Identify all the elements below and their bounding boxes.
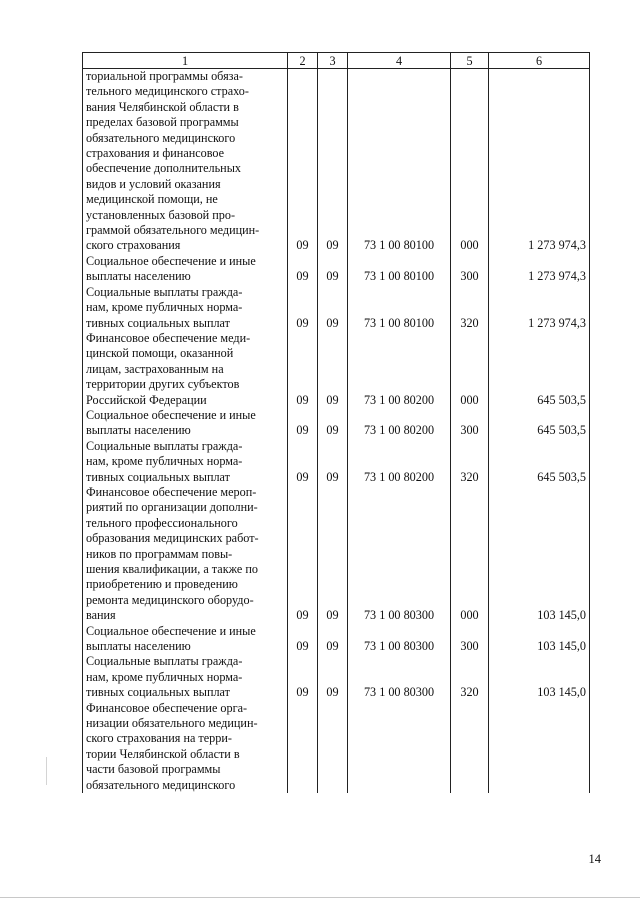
target-article-code: 73 1 00 80100 [348, 285, 451, 331]
item-name: Социальное обеспечение и иные выплаты населению [83, 408, 288, 439]
amount: 103 145,0 [489, 624, 590, 655]
amount: 1 273 974,3 [489, 69, 590, 254]
header-row [83, 53, 590, 69]
section-code: 09 [288, 654, 318, 700]
target-article-code: 73 1 00 80300 [348, 485, 451, 624]
column-header: 4 [348, 53, 451, 69]
table-row [83, 439, 590, 485]
subsection-code: 09 [318, 285, 348, 331]
expense-type-code: 320 [451, 285, 489, 331]
expense-type-code: 320 [451, 439, 489, 485]
item-name: Финансовое обеспечение меди- цинской помощи, оказанной лицам, застрахованным на территории других субъектов Российской Федерации [83, 331, 288, 408]
subsection-code: 09 [318, 331, 348, 408]
item-name: Финансовое обеспечение мероп- риятий по организации дополни- тельного профессионального образования медицинских работ- ников по программам повы- шения квалификации, а также по приобретению и проведению ремонта медицинского оборудо- вания [83, 485, 288, 624]
expense-type-code: 300 [451, 254, 489, 285]
scan-margin-mark [46, 757, 47, 785]
expense-type-code: 000 [451, 485, 489, 624]
amount: 1 273 974,3 [489, 254, 590, 285]
amount: 103 145,0 [489, 485, 590, 624]
target-article-code: 73 1 00 80100 [348, 254, 451, 285]
section-code: 09 [288, 408, 318, 439]
section-code: 09 [288, 624, 318, 655]
target-article-code: 73 1 00 80300 [348, 624, 451, 655]
item-name: Социальные выплаты гражда- нам, кроме публичных норма- тивных социальных выплат [83, 654, 288, 700]
section-code: 09 [288, 485, 318, 624]
target-article-code: 73 1 00 80200 [348, 439, 451, 485]
subsection-code: 09 [318, 408, 348, 439]
amount: 103 145,0 [489, 654, 590, 700]
subsection-code: 09 [318, 254, 348, 285]
amount: 645 503,5 [489, 408, 590, 439]
scan-bottom-edge [0, 897, 640, 898]
subsection-code: 09 [318, 69, 348, 254]
item-name: ториальной программы обяза- тельного медицинского страхо- вания Челябинской области в пределах базовой программы обязательного медицинского страхования и финансовое обеспечение дополнительных видов и условий оказания медицинской помощи, не установленных базовой про- граммой обязательного медицин- ского страхования [83, 69, 288, 254]
amount: 645 503,5 [489, 331, 590, 408]
target-article-code: 73 1 00 80200 [348, 331, 451, 408]
table-row [83, 254, 590, 285]
column-header: 5 [451, 53, 489, 69]
target-article-code: 73 1 00 80200 [348, 408, 451, 439]
page-number: 14 [588, 852, 601, 866]
target-article-code: 73 1 00 80100 [348, 69, 451, 254]
item-name: Финансовое обеспечение орга- низации обязательного медицин- ского страхования на терри- тории Челябинской области в части базовой программы обязательного медицинского [83, 701, 288, 793]
section-code: 09 [288, 69, 318, 254]
section-code: 09 [288, 439, 318, 485]
subsection-code: 09 [318, 654, 348, 700]
subsection-code: 09 [318, 485, 348, 624]
subsection-code [318, 701, 348, 793]
expense-type-code [451, 701, 489, 793]
section-code: 09 [288, 285, 318, 331]
table-row [83, 331, 590, 408]
table-row [83, 408, 590, 439]
item-name: Социальные выплаты гражда- нам, кроме публичных норма- тивных социальных выплат [83, 439, 288, 485]
expense-type-code: 300 [451, 624, 489, 655]
target-article-code: 73 1 00 80300 [348, 654, 451, 700]
expense-type-code: 320 [451, 654, 489, 700]
section-code [288, 701, 318, 793]
column-header: 1 [83, 53, 288, 69]
column-header: 6 [489, 53, 590, 69]
table-row [83, 485, 590, 624]
column-header: 3 [318, 53, 348, 69]
column-header: 2 [288, 53, 318, 69]
item-name: Социальное обеспечение и иные выплаты населению [83, 624, 288, 655]
section-code: 09 [288, 254, 318, 285]
table-row [83, 624, 590, 655]
amount: 645 503,5 [489, 439, 590, 485]
target-article-code [348, 701, 451, 793]
item-name: Социальные выплаты гражда- нам, кроме публичных норма- тивных социальных выплат [83, 285, 288, 331]
item-name: Социальное обеспечение и иные выплаты населению [83, 254, 288, 285]
subsection-code: 09 [318, 439, 348, 485]
amount: 1 273 974,3 [489, 285, 590, 331]
amount [489, 701, 590, 793]
expense-type-code: 300 [451, 408, 489, 439]
budget-table [82, 52, 590, 793]
expense-type-code: 000 [451, 331, 489, 408]
section-code: 09 [288, 331, 318, 408]
table-row [83, 285, 590, 331]
table-row [83, 701, 590, 793]
expense-type-code: 000 [451, 69, 489, 254]
subsection-code: 09 [318, 624, 348, 655]
table-row [83, 69, 590, 254]
table-row [83, 654, 590, 700]
